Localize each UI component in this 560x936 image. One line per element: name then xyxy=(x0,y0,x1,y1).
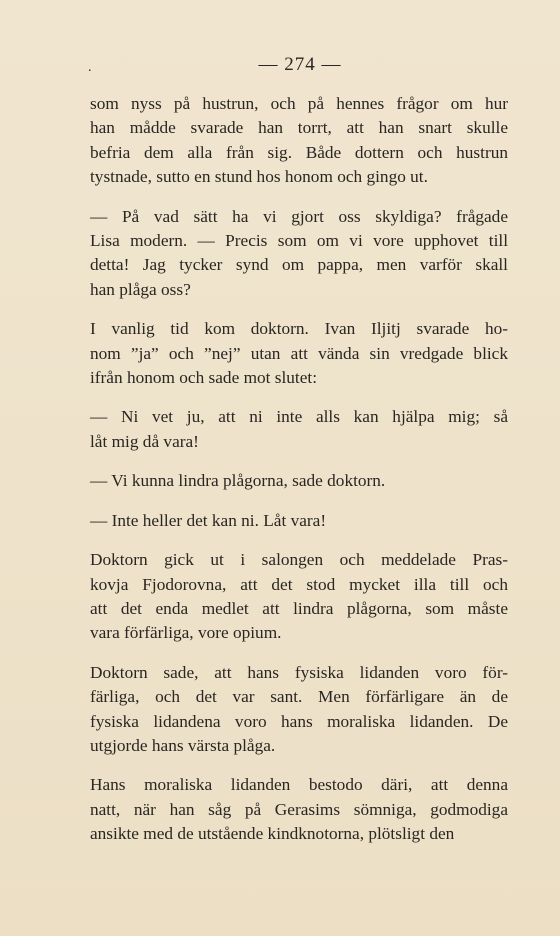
text-line: — Inte heller det kan ni. Låt vara! xyxy=(90,510,327,530)
margin-dot: . xyxy=(88,60,92,75)
text-line: I vanlig tid kom doktorn. Ivan Iljitj svarade ho- xyxy=(90,319,508,339)
text-line: kovja Fjodorovna, att det stod mycket illa till och xyxy=(90,574,508,594)
text-line: att det enda medlet att lindra plågorna, som måste xyxy=(90,598,508,618)
text-line: Lisa modern. — Precis som om vi vore upphovet till xyxy=(90,231,508,251)
text-line: — På vad sätt ha vi gjort oss skyldiga? frågade xyxy=(90,206,508,226)
text-line: befria dem alla från sig. Både dottern och hustrun xyxy=(90,142,508,162)
paragraph xyxy=(90,405,508,454)
text-line: natt, när han såg på Gerasims sömniga, godmodiga xyxy=(90,799,508,819)
paragraph xyxy=(90,92,508,190)
paragraph xyxy=(90,205,508,303)
text-line: fysiska lidandena voro hans moraliska lidanden. De xyxy=(90,711,508,731)
text-line: tystnade, sutto en stund hos honom och gingo ut. xyxy=(90,167,428,187)
text-line: nom ”ja” och ”nej” utan att vända sin vredgade blick xyxy=(90,343,508,363)
text-line: som nyss på hustrun, och på hennes frågor om hur xyxy=(90,94,508,113)
text-line: — Vi kunna lindra plågorna, sade doktorn. xyxy=(90,471,386,491)
paragraph xyxy=(90,317,508,390)
text-line: ifrån honom och sade mot slutet: xyxy=(90,368,318,388)
text-line: Doktorn sade, att hans fysiska lidanden voro för- xyxy=(90,662,508,682)
text-line: han mådde svarade han torrt, att han snart skulle xyxy=(90,118,508,138)
text-line: ansikte med de utstående kindknotorna, plötsligt den xyxy=(90,824,455,844)
text-line: vara förfärliga, vore opium. xyxy=(90,623,282,643)
text-line: låt mig då vara! xyxy=(90,431,199,451)
body-text xyxy=(90,92,508,862)
paragraph xyxy=(90,661,508,759)
paragraph xyxy=(90,509,508,533)
text-line: han plåga oss? xyxy=(90,279,191,299)
text-line: — Ni vet ju, att ni inte alls kan hjälpa mig; så xyxy=(90,407,508,427)
paragraph xyxy=(90,469,508,493)
text-line: Doktorn gick ut i salongen och meddelade Pras- xyxy=(90,550,508,570)
text-line: Hans moraliska lidanden bestodo däri, att denna xyxy=(90,775,508,795)
text-line: färliga, och det var sant. Men förfärligare än de xyxy=(90,687,508,707)
page-number: — 274 — xyxy=(258,54,342,75)
text-line: detta! Jag tycker synd om pappa, men varför skall xyxy=(90,255,508,275)
paragraph xyxy=(90,548,508,646)
text-line: utgjorde hans värsta plåga. xyxy=(90,735,276,755)
paragraph xyxy=(90,773,508,846)
